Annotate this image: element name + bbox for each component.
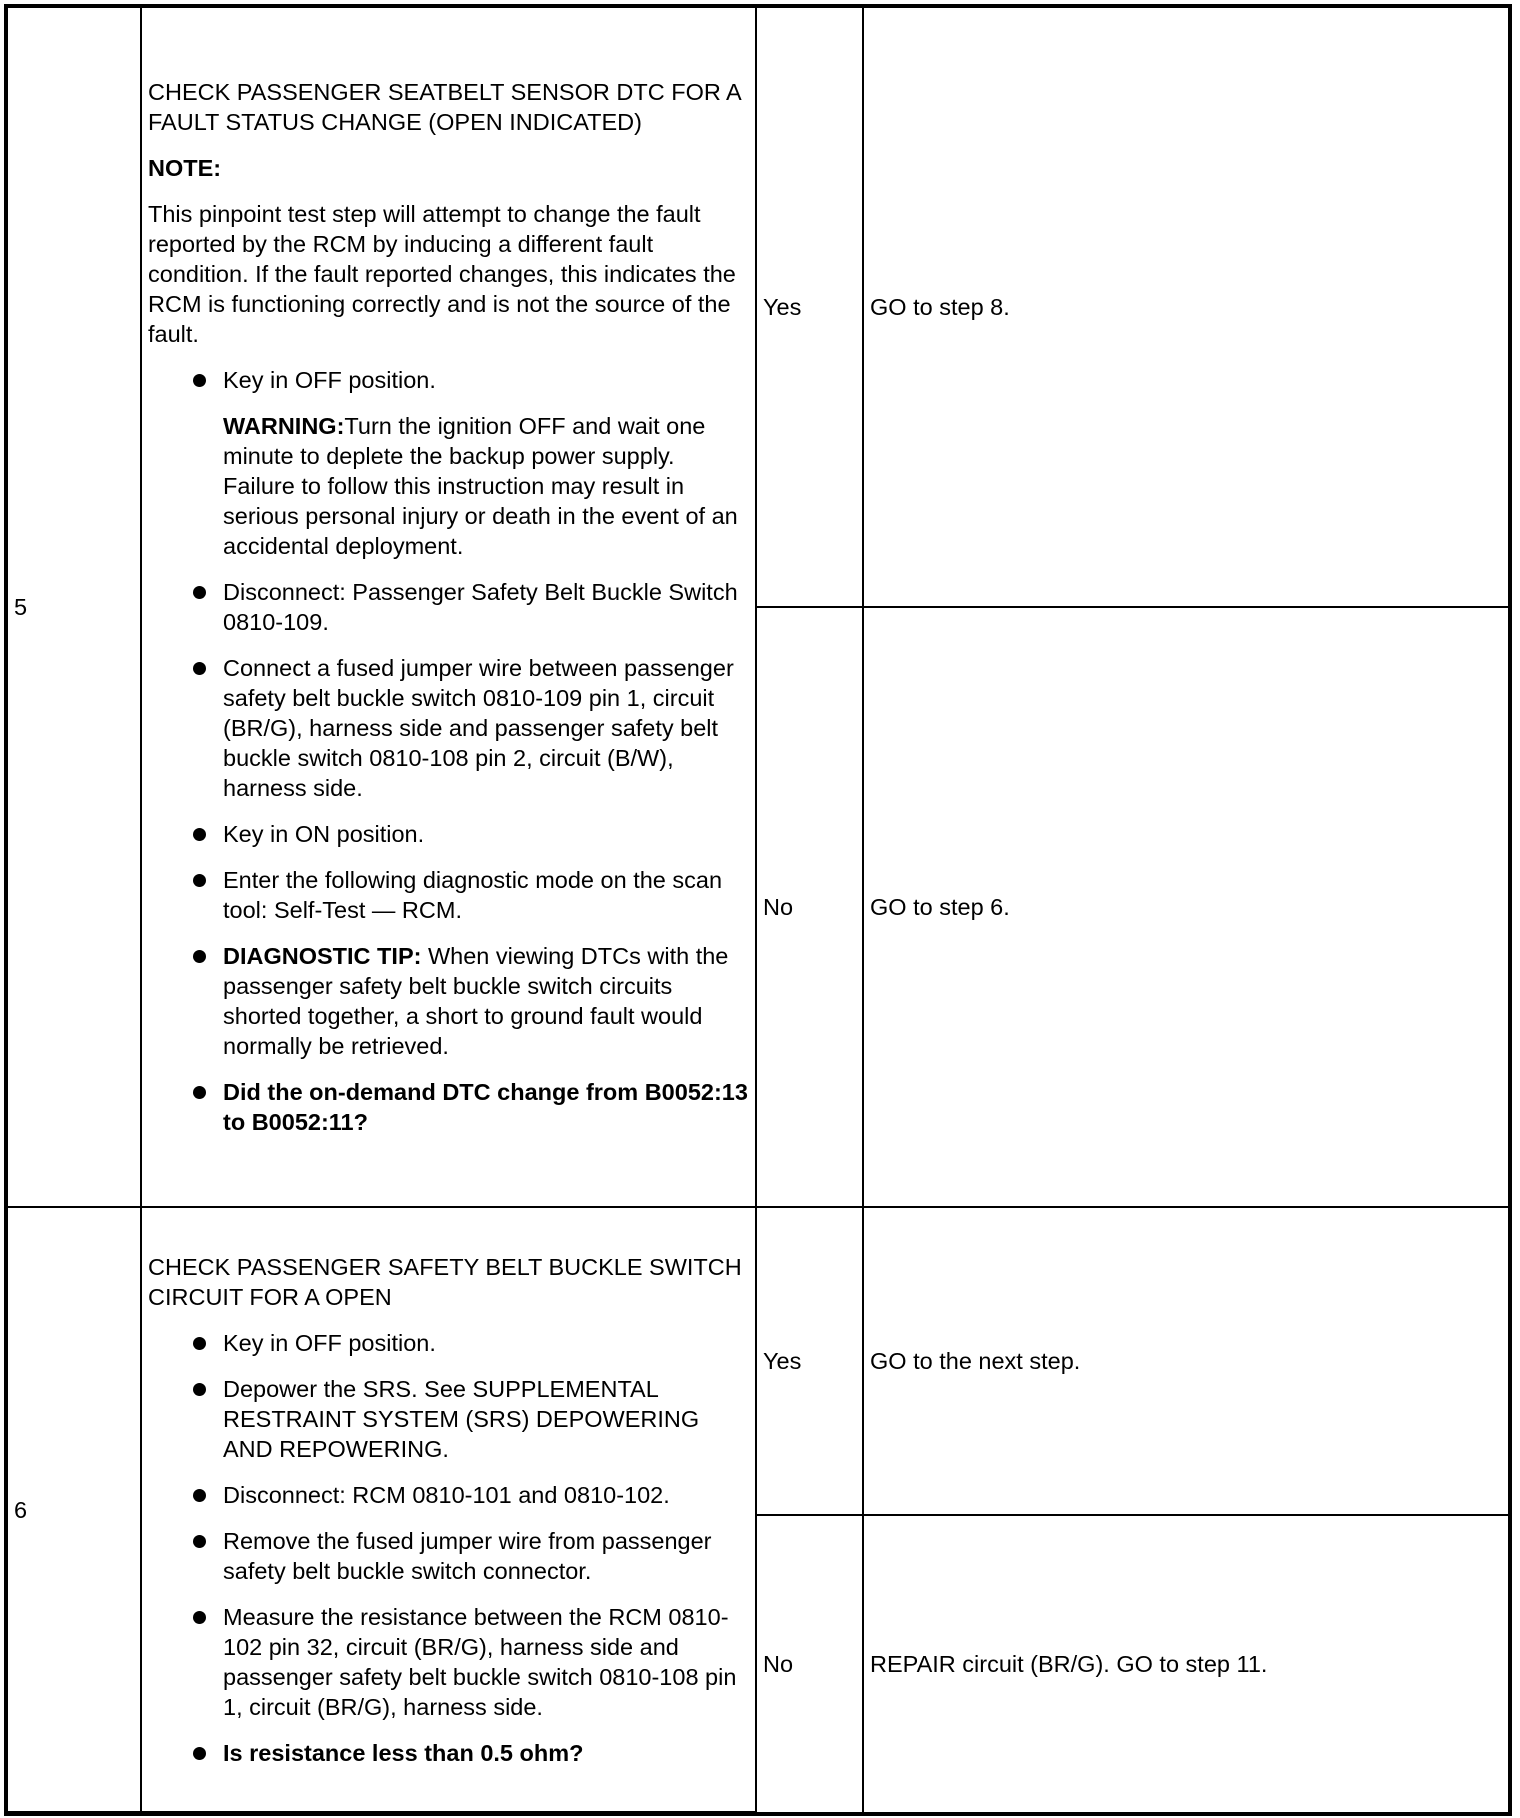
step-6-yes-row: [8, 1207, 1508, 1515]
bullet-text: Remove the fused jumper wire from passenger safety belt buckle switch connector.: [223, 1527, 712, 1584]
step-test-details: [141, 1207, 756, 1812]
list-item: [148, 365, 749, 561]
bullet-text: Disconnect: Passenger Safety Belt Buckle Switch 0810-109.: [223, 579, 738, 635]
step-bullet-list: [148, 1328, 749, 1768]
bullet-icon: [193, 374, 206, 387]
result-yes: Yes: [756, 8, 863, 607]
bullet-icon: [193, 828, 206, 841]
bullet-icon: [193, 1337, 206, 1350]
step-question: Is resistance less than 0.5 ohm?: [223, 1739, 584, 1766]
list-item: [148, 653, 749, 803]
step-title: CHECK PASSENGER SAFETY BELT BUCKLE SWITCH CIRCUIT FOR A OPEN: [148, 1253, 742, 1310]
bullet-icon: [193, 662, 206, 675]
note-label: NOTE:: [148, 155, 222, 181]
diagnostic-sheet: [4, 4, 1512, 1816]
bullet-icon: [193, 874, 206, 887]
list-item: [148, 1738, 749, 1768]
bullet-text: Key in OFF position.: [223, 1329, 436, 1356]
result-yes: Yes: [756, 1207, 863, 1515]
step-test-details: [141, 8, 756, 1207]
step-title: CHECK PASSENGER SEATBELT SENSOR DTC FOR A FAULT STATUS CHANGE (OPEN INDICATED): [148, 79, 741, 135]
bullet-icon: [193, 1535, 206, 1548]
action-no: REPAIR circuit (BR/G). GO to step 11.: [863, 1515, 1508, 1812]
warning-label: WARNING:: [223, 413, 345, 439]
bullet-icon: [193, 1747, 206, 1760]
bullet-icon: [193, 1383, 206, 1396]
diagnostic-tip-label: DIAGNOSTIC TIP:: [223, 943, 422, 969]
step-bullet-list: [148, 365, 749, 1137]
list-item: [148, 577, 749, 637]
pinpoint-test-table: [8, 8, 1508, 1813]
bullet-text: Measure the resistance between the RCM 0810-102 pin 32, circuit (BR/G), harness side and passenger safety belt buckle switch 0810-108 pin 1, circuit (BR/G), harness side.: [223, 1603, 737, 1720]
list-item: [148, 1602, 749, 1722]
warning-text: Turn the ignition OFF and wait one minute to deplete the backup power supply. Failure to follow this instruction may result in serious personal injury or death in the event of an accidental deployment.: [223, 413, 738, 559]
result-no: No: [756, 607, 863, 1207]
list-item: [148, 819, 749, 849]
bullet-icon: [193, 586, 206, 599]
bullet-icon: [193, 1611, 206, 1624]
step-question: Did the on-demand DTC change from B0052:13 to B0052:11?: [223, 1079, 748, 1135]
list-item: [148, 1328, 749, 1358]
note-text: This pinpoint test step will attempt to change the fault reported by the RCM by inducing a different fault condition. If the fault reported changes, this indicates the RCM is functioning correctly and is not the source of the fault.: [148, 201, 736, 347]
bullet-icon: [193, 1489, 206, 1502]
step-number: 6: [8, 1207, 141, 1812]
action-yes: GO to step 8.: [863, 8, 1508, 607]
list-item: [148, 1526, 749, 1586]
step-5-yes-row: [8, 8, 1508, 607]
diagnostic-tip-text: When viewing DTCs with the passenger safety belt buckle switch circuits shorted together, a short to ground fault would normally be retrieved.: [223, 943, 729, 1059]
bullet-text: Key in OFF position.: [223, 367, 436, 393]
bullet-text: Key in ON position.: [223, 821, 425, 847]
bullet-text: Enter the following diagnostic mode on the scan tool: Self-Test — RCM.: [223, 867, 723, 923]
list-item: [148, 1374, 749, 1464]
step-number: 5: [8, 8, 141, 1207]
list-item: [148, 1480, 749, 1510]
result-no: No: [756, 1515, 863, 1812]
action-yes: GO to the next step.: [863, 1207, 1508, 1515]
bullet-text: Depower the SRS. See SUPPLEMENTAL RESTRAINT SYSTEM (SRS) DEPOWERING AND REPOWERING.: [223, 1375, 700, 1462]
bullet-icon: [193, 950, 206, 963]
list-item: [148, 865, 749, 925]
warning-block: [223, 411, 749, 561]
list-item: [148, 1077, 749, 1137]
bullet-text: Connect a fused jumper wire between passenger safety belt buckle switch 0810-109 pin 1, circuit (BR/G), harness side and passenger safety belt buckle switch 0810-108 pin 2, circuit (B/W), harness side.: [223, 655, 734, 801]
action-no: GO to step 6.: [863, 607, 1508, 1207]
bullet-icon: [193, 1086, 206, 1099]
bullet-text: Disconnect: RCM 0810-101 and 0810-102.: [223, 1481, 670, 1508]
list-item: [148, 941, 749, 1061]
